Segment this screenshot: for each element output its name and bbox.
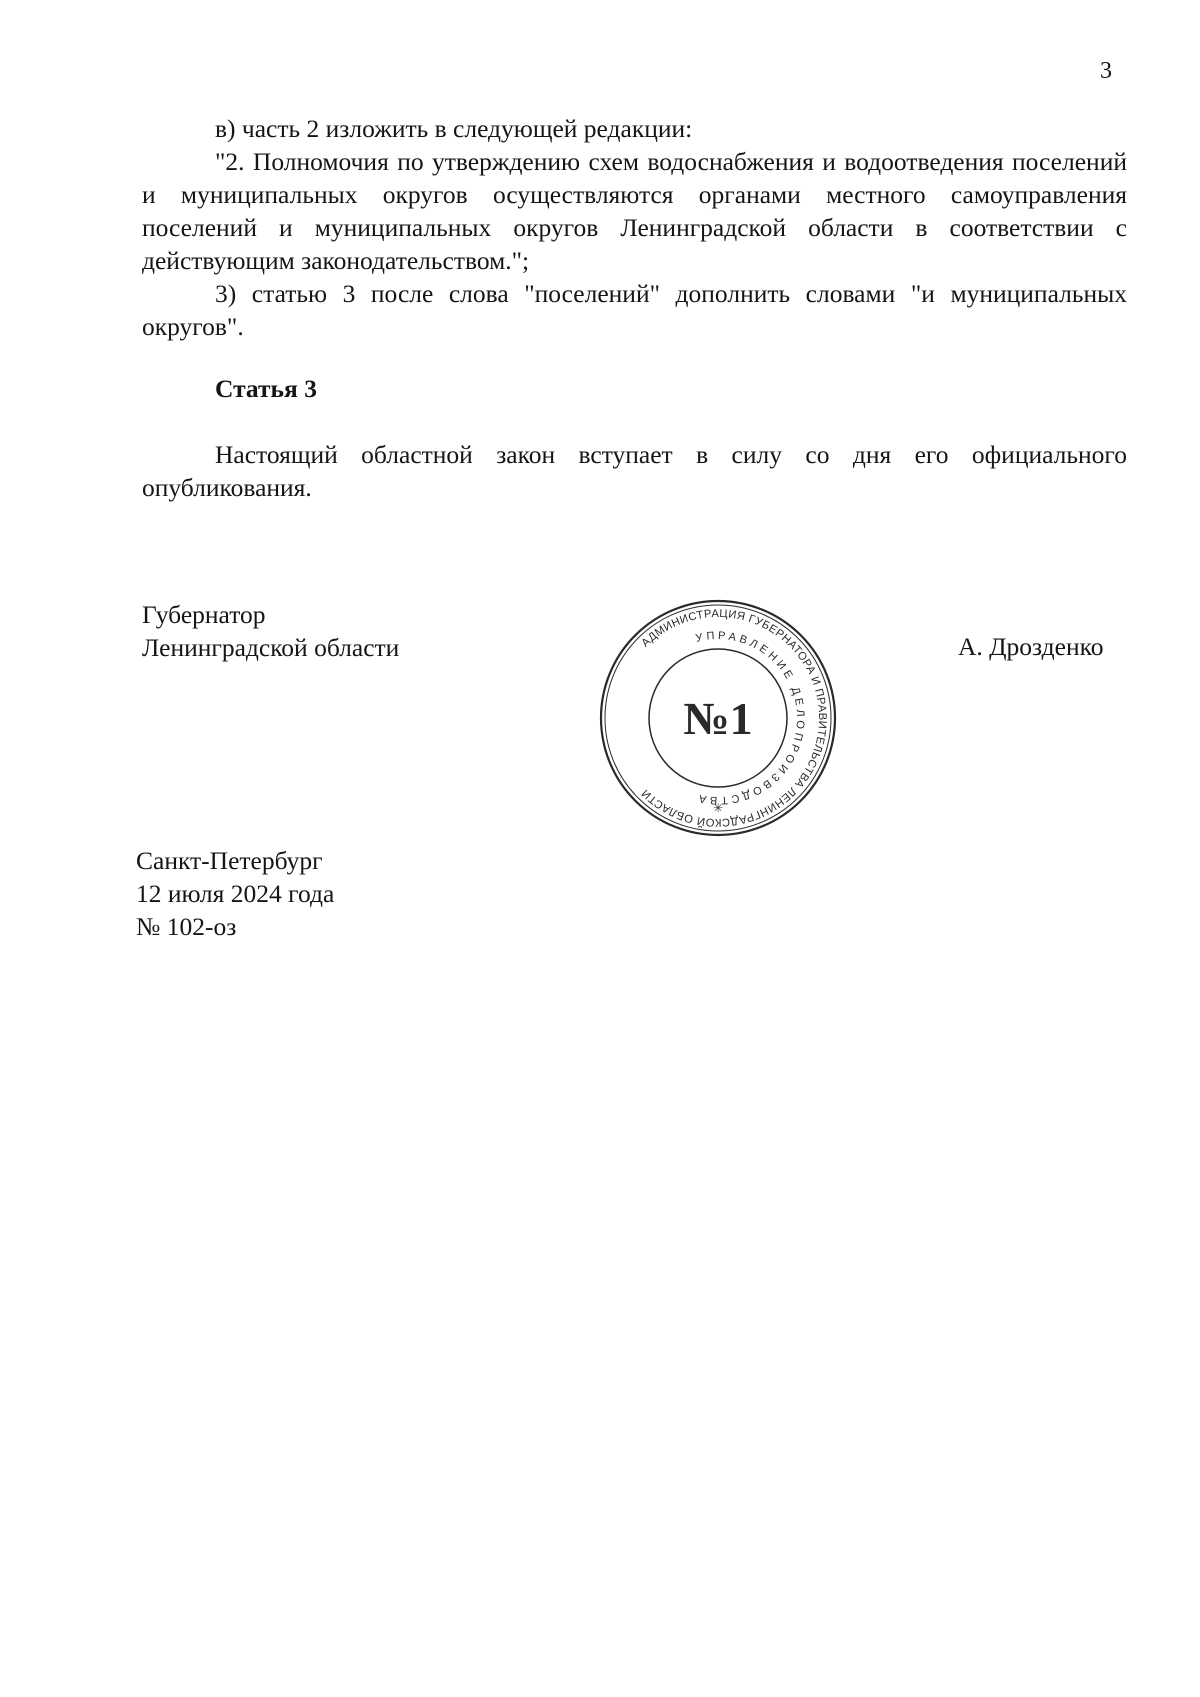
signatory-name: А. Дрозденко <box>958 632 1104 661</box>
seal-inner-text: УПРАВЛЕНИЕ ДЕЛОПРОИЗВОДСТВА <box>694 629 807 807</box>
paragraph-v: в) часть 2 изложить в следующей редакции: <box>215 114 693 143</box>
place-date-block <box>136 844 334 943</box>
official-seal <box>598 598 838 838</box>
paragraph-quote: "2. Полномочия по утверждению схем водоснабжения и водоотведения поселений и муниципальных округов осуществляются органами местного самоуправления поселений и муниципальных округов Ленинградской области в соответствии с действующим законодательством."; <box>142 147 1127 275</box>
signatory-title <box>142 598 399 664</box>
signatory-title-line1: Губернатор <box>142 600 266 629</box>
paragraph-3: 3) статью 3 после слова "поселений" дополнить словами "и муниципальных округов". <box>142 279 1127 341</box>
signatory-title-line2: Ленинградской области <box>142 633 400 662</box>
page-number: 3 <box>1100 58 1112 84</box>
place-city: Санкт-Петербург <box>136 846 323 875</box>
article-title: Статья 3 <box>215 374 317 403</box>
amendment-text <box>142 112 1127 343</box>
seal-number: №1 <box>683 693 753 744</box>
seal-outer-text: АДМИНИСТРАЦИЯ ГУБЕРНАТОРА И ПРАВИТЕЛЬСТВА ЛЕНИНГРАДСКОЙ ОБЛАСТИ <box>639 607 829 829</box>
article-body <box>142 438 1127 504</box>
article-text: Настоящий областной закон вступает в силу со дня его официального опубликования. <box>142 440 1127 502</box>
seal-star-icon: ✳ <box>712 801 724 815</box>
law-number: № 102-оз <box>136 912 237 941</box>
law-date: 12 июля 2024 года <box>136 879 335 908</box>
